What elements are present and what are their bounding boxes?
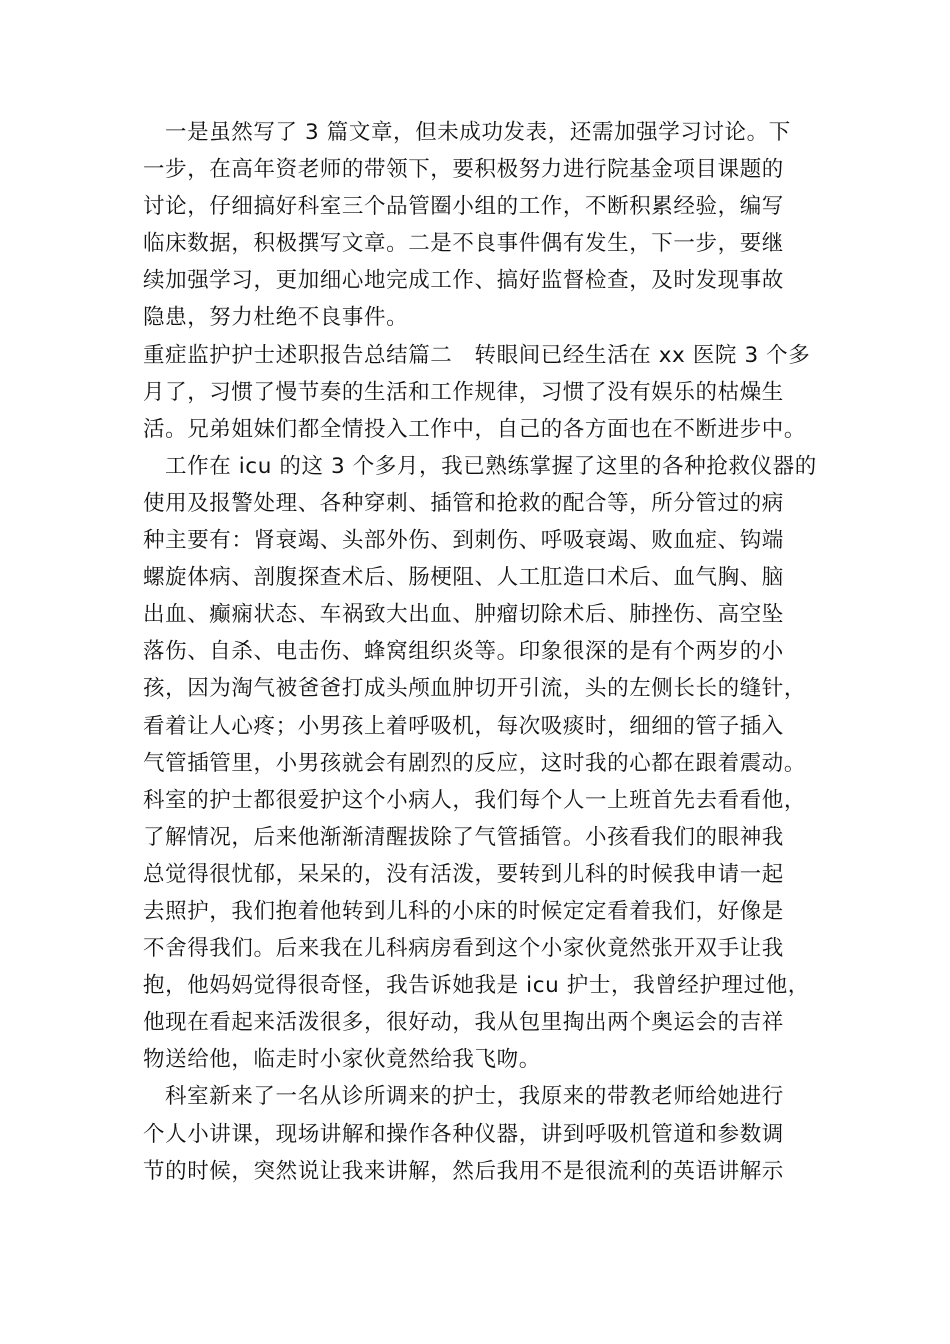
text-line: 他现在看起来活泼很多，很好动，我从包里掏出两个奥运会的吉祥 [143, 1010, 784, 1036]
text-line: 一步，在高年资老师的带领下，要积极努力进行院基金项目课题的 [143, 157, 784, 183]
text-line: 了解情况，后来他渐渐清醒拔除了气管插管。小孩看我们的眼神我 [143, 824, 784, 850]
text-line: 个人小讲课，现场讲解和操作各种仪器，讲到呼吸机管道和参数调 [143, 1121, 784, 1147]
text-line: 种主要有：肾衰竭、头部外伤、到刺伤、呼吸衰竭、败血症、钩端 [143, 528, 784, 554]
text-line: 气管插管里，小男孩就会有剧烈的反应，这时我的心都在跟着震动。 [143, 750, 807, 776]
text-line: 活。兄弟姐妹们都全情投入工作中，自己的各方面也在不断进步中。 [143, 416, 807, 442]
text-line: 出血、癫痫状态、车祸致大出血、肿瘤切除术后、肺挫伤、高空坠 [143, 602, 784, 628]
text-line: 临床数据，积极撰写文章。二是不良事件偶有发生，下一步，要继 [143, 231, 784, 257]
text-line: 孩，因为淘气被爸爸打成头颅血肿切开引流，头的左侧长长的缝针， [143, 676, 807, 702]
text-line: 节的时候，突然说让我来讲解，然后我用不是很流利的英语讲解示 [143, 1158, 784, 1184]
text-line: 月了，习惯了慢节奏的生活和工作规律，习惯了没有娱乐的枯燥生 [143, 379, 784, 405]
section-heading-line: 重症监护护士述职报告总结篇二 转眼间已经生活在 xx 医院 3 个多 [143, 342, 811, 368]
text-line: 使用及报警处理、各种穿刺、插管和抢救的配合等，所分管过的病 [143, 490, 784, 516]
text-line: 抱，他妈妈觉得很奇怪，我告诉她我是 icu 护士，我曾经护理过他， [143, 973, 810, 999]
text-line: 不舍得我们。后来我在儿科病房看到这个小家伙竟然张开双手让我 [143, 936, 784, 962]
text-line: 一是虽然写了 3 篇文章，但未成功发表，还需加强学习讨论。下 [165, 120, 791, 145]
body-text [143, 114, 815, 1190]
text-line: 落伤、自杀、电击伤、蜂窝组织炎等。印象很深的是有个两岁的小 [143, 639, 784, 665]
text-line: 总觉得很忧郁，呆呆的，没有活泼，要转到儿科的时候我申请一起 [143, 861, 784, 887]
text-line: 讨论，仔细搞好科室三个品管圈小组的工作，不断积累经验，编写 [143, 194, 784, 220]
text-line: 科室新来了一名从诊所调来的护士，我原来的带教老师给她进行 [165, 1084, 784, 1110]
text-line: 螺旋体病、剖腹探查术后、肠梗阻、人工肛造口术后、血气胸、脑 [143, 565, 784, 591]
text-line: 科室的护士都很爱护这个小病人，我们每个人一上班首先去看看他， [143, 787, 807, 813]
text-line: 工作在 icu 的这 3 个多月，我已熟练掌握了这里的各种抢救仪器的 [165, 453, 817, 479]
text-line: 去照护，我们抱着他转到儿科的小床的时候定定看着我们，好像是 [143, 898, 784, 924]
text-line: 物送给他，临走时小家伙竟然给我飞吻。 [143, 1047, 541, 1073]
text-line: 隐患，努力杜绝不良事件。 [143, 305, 409, 331]
text-line: 看着让人心疼；小男孩上着呼吸机，每次吸痰时，细细的管子插入 [143, 713, 784, 739]
text-line: 续加强学习，更加细心地完成工作、搞好监督检查，及时发现事故 [143, 268, 784, 294]
